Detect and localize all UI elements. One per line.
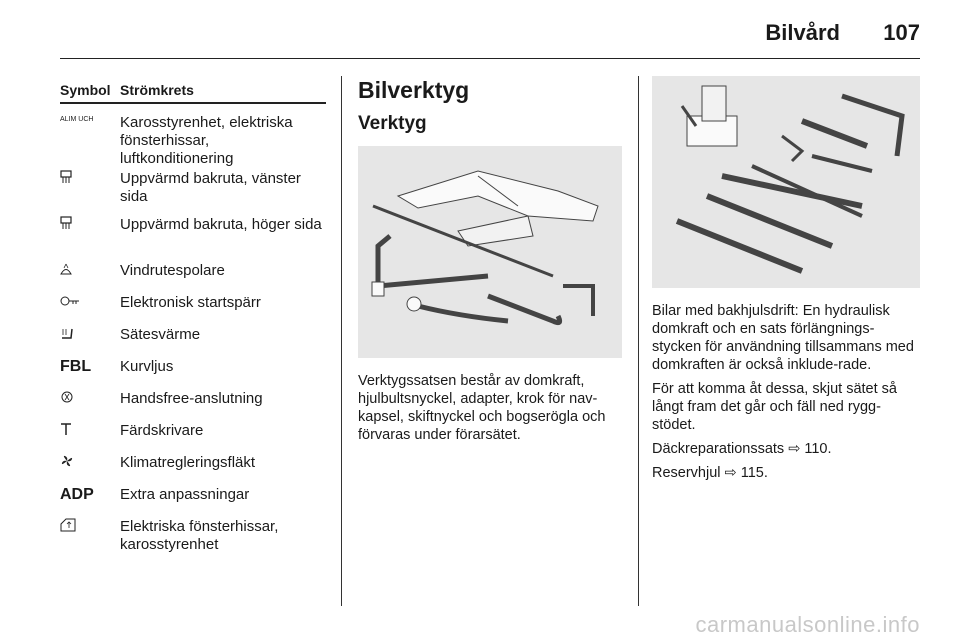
table-row [60, 294, 326, 326]
power-window-icon [60, 518, 116, 537]
page-title: Bilvård [765, 20, 840, 45]
column-header-symbol: Symbol [60, 82, 111, 98]
fan-icon [60, 454, 116, 473]
text-block [652, 302, 922, 488]
towing-eye-icon [782, 136, 802, 161]
wheel-brace-icon [802, 96, 902, 156]
table-row [60, 486, 326, 518]
page-number: 107 [883, 20, 920, 45]
table-row [60, 358, 326, 390]
circuit-text: Elektronisk startspärr [120, 294, 261, 311]
circuit-text: Extra anpassningar [120, 486, 250, 503]
circuit-text: Karosstyrenhet, elektriska fönsterhissar, luftkonditionering [120, 114, 293, 167]
table-row [60, 390, 326, 422]
symbol-text: FBL [60, 358, 92, 375]
table-row [60, 422, 326, 454]
circuit-text: Kurvljus [120, 358, 174, 375]
section-heading: Bilverktyg [358, 77, 470, 103]
rear-window-heating-icon [60, 216, 116, 235]
windscreen-washer-icon [60, 262, 116, 281]
circuit-text: Elektriska fönsterhissar, karosstyrenhet [120, 518, 279, 553]
tool-kit-illustration [358, 146, 622, 358]
symbol-text: ALIM UCH [60, 116, 94, 123]
hydraulic-jack-icon [682, 86, 737, 146]
symbol-text: ADP [60, 486, 94, 503]
rear-window-heating-icon [60, 170, 116, 189]
table-header [60, 82, 326, 104]
immobiliser-key-icon [60, 294, 116, 313]
circuit-text: Sätesvärme [120, 326, 201, 343]
header-divider [60, 58, 920, 59]
tachograph-icon [60, 422, 116, 441]
extension-pieces-icon [677, 166, 862, 271]
seat-heating-icon [60, 326, 116, 345]
symbol-table [60, 82, 326, 558]
column-divider-right [638, 76, 639, 606]
table-row [60, 170, 326, 216]
cross-reference[interactable]: Däckreparationssats ⇨ 110. [652, 441, 832, 457]
cross-reference[interactable]: Reservhjul ⇨ 115. [652, 465, 768, 481]
hubcap-hook-icon [563, 286, 593, 316]
wrench-icon [407, 297, 508, 321]
middle-column [358, 76, 622, 443]
table-row [60, 518, 326, 558]
table-row [60, 114, 326, 170]
table-row [60, 262, 326, 294]
paragraph: Bilar med bakhjulsdrift: En hydraulisk domkraft och en sats förlängnings-stycken för användning tillsammans med domkraften är också inklude-rade. [652, 303, 914, 373]
table-row [60, 326, 326, 358]
paragraph: För att komma åt dessa, skjut sätet så långt fram det går och fäll ned rygg-stödet. [652, 381, 897, 433]
section-subheading: Verktyg [358, 113, 427, 134]
tool-kit-description: Verktygssatsen består av domkraft, hjulbultsnyckel, adapter, krok för nav-kapsel, skiftnyckel och bogserögla och förvaras under förarsätet. [358, 373, 606, 443]
circuit-text: Uppvärmd bakruta, vänster sida [120, 170, 301, 205]
wrench-icon [812, 156, 872, 171]
page-header [60, 20, 920, 60]
hydraulic-jack-illustration [652, 76, 920, 288]
column-divider-left [341, 76, 342, 606]
circuit-text: Klimatregleringsfläkt [120, 454, 256, 471]
handsfree-icon [60, 390, 116, 409]
watermark: carmanualsonline.info [695, 612, 920, 637]
table-row [60, 216, 326, 262]
circuit-text: Vindrutespolare [120, 262, 225, 279]
table-row [60, 454, 326, 486]
scissor-jack-icon [398, 171, 598, 246]
circuit-text: Uppvärmd bakruta, höger sida [120, 216, 322, 233]
column-header-circuit: Strömkrets [120, 82, 194, 98]
circuit-text: Färdskrivare [120, 422, 204, 439]
circuit-text: Handsfree-anslutning [120, 390, 263, 407]
